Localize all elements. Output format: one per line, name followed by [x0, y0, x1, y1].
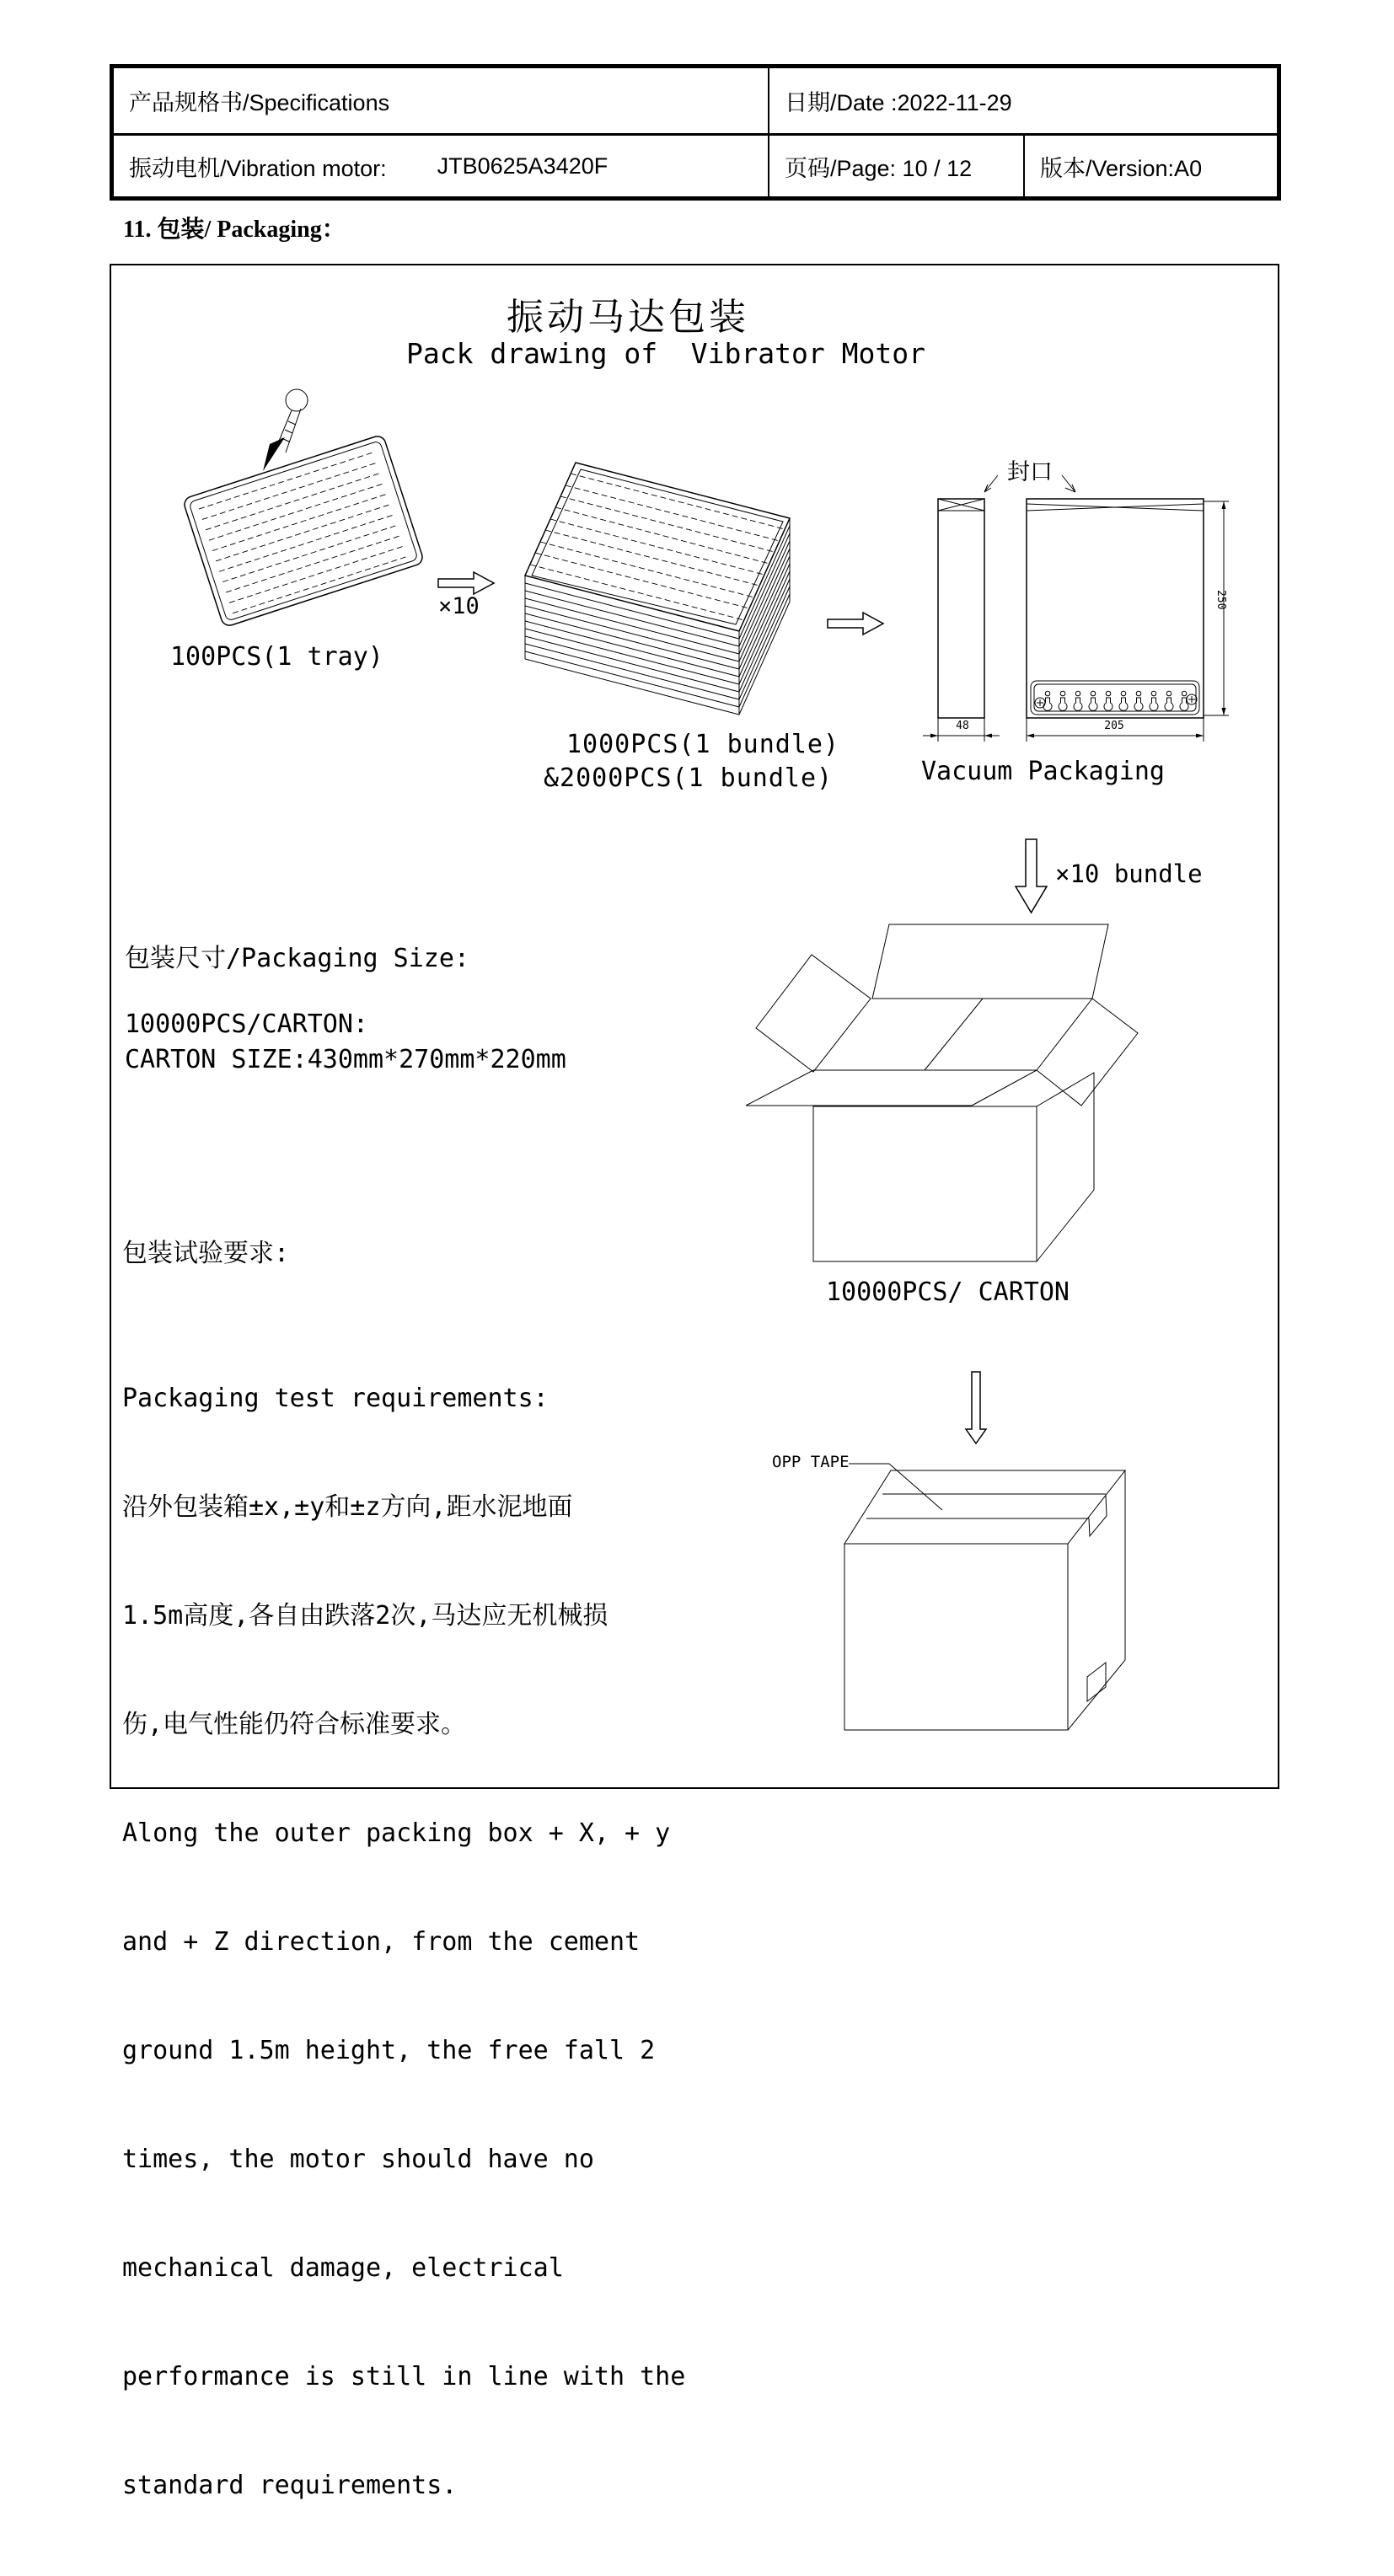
seal-label: 封口	[1007, 459, 1053, 485]
test-requirements-line: times, the motor should have no	[122, 2145, 594, 2174]
pin-icon	[263, 389, 308, 471]
test-requirements-line: Along the outer packing box + X, + y	[122, 1818, 671, 1848]
vacuum-label: Vacuum Packaging	[921, 757, 1165, 786]
header-table	[110, 64, 1281, 201]
stacked-trays-drawing	[510, 444, 805, 739]
diagram-title-en: Pack drawing of Vibrator Motor	[406, 337, 925, 370]
carton-label: 10000PCS/ CARTON	[826, 1277, 1070, 1307]
opp-tape-label: OPP TAPE	[772, 1453, 850, 1471]
open-carton-drawing	[716, 893, 1163, 1281]
page-cell	[769, 136, 1025, 196]
dim-side: 48	[956, 720, 969, 732]
page-number: 页码/Page: 10 / 12	[785, 155, 973, 181]
closed-carton-drawing	[716, 1340, 1155, 1744]
test-requirements-block	[122, 1308, 685, 2576]
dim-width: 205	[1104, 720, 1124, 732]
dim-height: 250	[1214, 590, 1227, 610]
packaging-size-line2: CARTON SIZE:430mm*270mm*220mm	[125, 1045, 566, 1074]
motor-model: JTB0625A3420F	[437, 153, 609, 179]
bundle-label-2: &2000PCS(1 bundle)	[544, 763, 834, 793]
test-requirements-line: 伤,电气性能仍符合标准要求。	[122, 1710, 467, 1739]
test-requirements-title-cn: 包装试验要求:	[122, 1239, 290, 1268]
tray-label: 100PCS(1 tray)	[170, 642, 383, 672]
down-arrow-icon	[966, 1372, 986, 1443]
right-arrow-icon	[826, 610, 887, 637]
test-requirements-line: standard requirements.	[122, 2471, 458, 2500]
date-value: 日期/Date :2022-11-29	[785, 90, 1012, 115]
vacuum-packaging-drawing	[910, 438, 1298, 809]
tray-drawing	[169, 383, 438, 674]
version-value: 版本/Version:A0	[1040, 155, 1203, 181]
packaging-size-title: 包装尺寸/Packaging Size:	[125, 944, 469, 973]
test-requirements-line: mechanical damage, electrical	[122, 2253, 564, 2283]
spec-title-cell	[114, 68, 769, 133]
diagram-title-cn: 振动马达包装	[507, 296, 749, 339]
test-requirements-line: and + Z direction, from the cement	[122, 1927, 641, 1957]
header-row-2	[114, 136, 1277, 196]
version-cell	[1025, 136, 1277, 196]
test-requirements-line: 1.5m高度,各自由跌落2次,马达应无机械损	[122, 1601, 609, 1631]
motor-cell	[114, 136, 769, 196]
section-heading: 11. 包装/ Packaging：	[123, 217, 346, 243]
test-requirements-line: performance is still in line with the	[122, 2362, 686, 2391]
test-requirements-title-en: Packaging test requirements:	[122, 1384, 549, 1413]
motor-label: 振动电机/Vibration motor:	[129, 155, 387, 181]
header-row-1	[114, 68, 1277, 136]
packaging-size-line1: 10000PCS/CARTON:	[125, 1010, 368, 1039]
times10-bundle-label: ×10 bundle	[1055, 860, 1203, 888]
date-cell	[769, 68, 1277, 133]
bundle-label-1: 1000PCS(1 bundle)	[566, 730, 840, 759]
times10-label: ×10	[438, 593, 480, 619]
test-requirements-line: ground 1.5m height, the free fall 2	[122, 2036, 656, 2065]
spec-title: 产品规格书/Specifications	[129, 90, 390, 115]
test-requirements-line: 沿外包装箱±x,±y和±z方向,距水泥地面	[122, 1492, 573, 1522]
